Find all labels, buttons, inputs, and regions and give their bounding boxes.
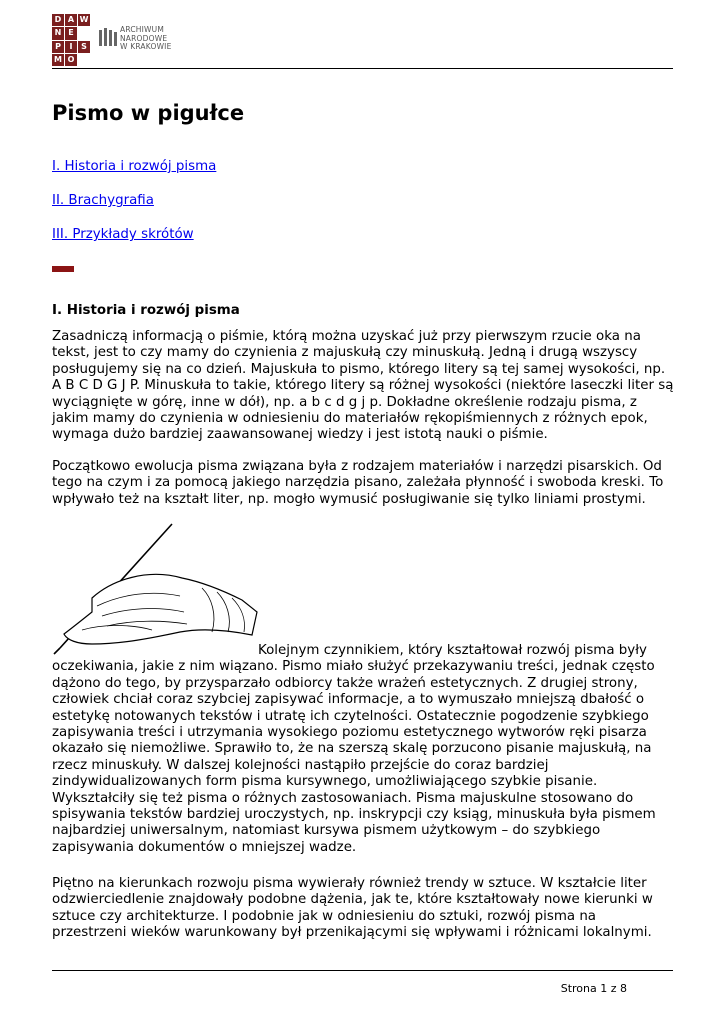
table-of-contents (52, 158, 216, 260)
toc-link-abbreviations[interactable]: III. Przykłady skrótów (52, 227, 194, 242)
archive-line: ARCHIWUM (120, 25, 165, 34)
header-divider (52, 68, 673, 69)
logo-letter: M (52, 54, 64, 66)
archive-building-icon (98, 26, 118, 48)
logo-letter: I (65, 41, 77, 53)
writing-hand-illustration (52, 520, 262, 655)
archive-line: W KRAKOWIE (120, 42, 172, 51)
toc-link-history[interactable]: I. Historia i rozwój pisma (52, 159, 217, 174)
dawne-pismo-logo[interactable] (52, 14, 90, 66)
paragraph (52, 643, 674, 856)
section-divider-mark (52, 266, 74, 272)
footer-divider (52, 970, 673, 971)
logo-letter: N (52, 27, 64, 39)
logo-letter: P (52, 41, 64, 53)
paragraph: Zasadniczą informacją o piśmie, którą można uzyskać już przy pierwszym rzucie oka na tekst, jest to czy mamy do czynienia z majuskułą czy minuskułą. Jedną i drugą wszyscy posługujemy się na co dzień. Majuskuła to pismo, którego litery są tej samej wysokości, np. A B C D G J P. Minuskuła to takie, którego litery są różnej wysokości (niektóre laseczki liter są wyciągnięte w górę, inne w dół), np. a b c d g j p. Dokładne określenie rodzaju pisma, z jakim mamy do czynienia w odniesieniu do materiałów rękopiśmiennych z różnych epok, wymaga dużo bardziej zaawansowanej wiedzy i jest istotą nauki o piśmie. (52, 329, 674, 443)
section-heading: I. Historia i rozwój pisma (52, 303, 240, 318)
logo-letter: W (78, 14, 90, 26)
paragraph: Początkowo ewolucja pisma związana była z rodzajem materiałów i narzędzi pisarskich. Od tego na czym i za pomocą jakiego narzędzia pisano, zależała płynność i swoboda kreski. To wpływało też na kształt liter, np. mogło wymusić posługiwanie się tylko liniami prostymi. (52, 459, 664, 507)
archive-name[interactable] (120, 26, 172, 52)
page-header (52, 14, 673, 68)
logo-letter: A (65, 14, 77, 26)
logo-letter: D (52, 14, 64, 26)
page-title: Pismo w pigułce (52, 101, 245, 125)
paragraph: Piętno na kierunkach rozwoju pisma wywierały również trendy w sztuce. W kształcie liter odzwierciedlenie znajdowały podobne dążenia, jak te, które kształtowały nowe kierunki w sztuce czy architekturze. I podobnie jak w odniesieniu do sztuki, rozwój pisma na przestrzeni wieków warunkowany był przenikającymi się wpływami i różnicami lokalnymi. (52, 876, 653, 941)
page-number: Strona 1 z 8 (560, 982, 627, 995)
logo-letter: O (65, 54, 77, 66)
toc-link-brachygraphy[interactable]: II. Brachygrafia (52, 193, 154, 208)
paragraph-continuation: oczekiwania, jakie z nim wiązano. Pismo miało służyć przekazywaniu treści, jednak często dążono do tego, by przysparzało odbiorcy także wrażeń estetycznych. Z drugiej strony, człowiek chciał coraz szybciej zapisywać informacje, a to wymuszało mniejszą dbałość o estetykę notowanych tekstów i utratę ich czytelności. Ostatecznie pogodzenie szybkiego zapisywania treści i utrzymania wysokiego poziomu estetycznego wytworów ręki pisarza okazało się niemożliwe. Sprawiło to, że na szerszą skalę porzucono pisanie majuskułą, na rzecz minuskuły. W dalszej kolejności nastąpiło przejście do coraz bardziej zindywidualizowanych form pisma kursywnego, umożliwiającego szybkie pisanie. Wykształciły się też pisma o różnych zastosowaniach. Pisma majuskulne stosowano do spisywania tekstów bardziej uroczystych, np. inskrypcji czy ksiąg, minuskuła była pismem najbardziej uniwersalnym, natomiast kursywa pismem użytkowym – do szybkiego zapisywania dokumentów o mniejszej wadze. (52, 659, 656, 855)
logo-letter: S (78, 41, 90, 53)
paragraph-first-line: Kolejnym czynnikiem, który kształtował rozwój pisma były (258, 643, 647, 658)
logo-blank-cell (78, 27, 90, 39)
archive-line: NARODOWE (120, 33, 168, 43)
logo-blank-cell (78, 54, 90, 66)
logo-letter: E (65, 27, 77, 39)
